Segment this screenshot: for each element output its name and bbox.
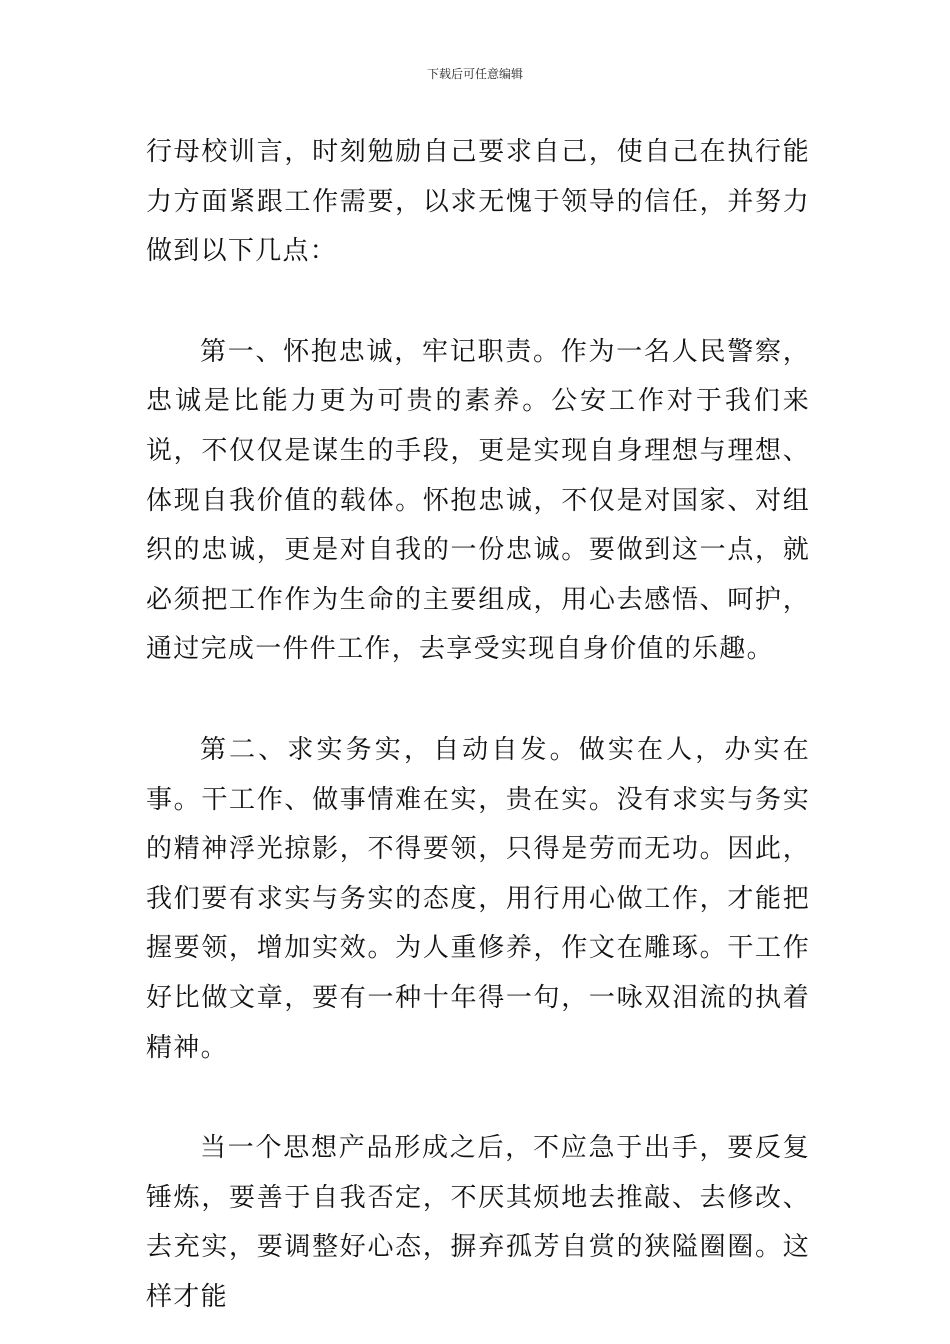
page-header: 下载后可任意编辑	[426, 67, 523, 81]
paragraph-continued: 行母校训言，时刻勉励自己要求自己，使自己在执行能力方面紧跟工作需要，以求无愧于领导的信任，并努力做到以下几点：	[146, 137, 810, 267]
paragraph-first-point: 第一、怀抱忠诚，牢记职责。作为一名人民警察，忠诚是比能力更为可贵的素养。公安工作对于我们来说，不仅仅是谋生的手段，更是实现自身理想与理想、体现自我价值的载体。怀抱忠诚，不仅是对国家、对组织的忠诚，更是对自我的一份忠诚。要做到这一点，就必须把工作作为生命的主要组成，用心去感悟、呵护，通过完成一件件工作，去享受实现自身价值的乐趣。	[146, 336, 810, 665]
paragraph-refinement: 当一个思想产品形成之后，不应急于出手，要反复锤炼，要善于自我否定，不厌其烦地去推敲、去修改、去充实，要调整好心态，摒弃孤芳自赏的狭隘圈圈。这样才能	[146, 1133, 810, 1312]
document-body	[146, 128, 810, 1322]
paragraph-second-point: 第二、求实务实，自动自发。做实在人，办实在事。干工作、做事情难在实，贵在实。没有求实与务实的精神浮光掠影，不得要领，只得是劳而无功。因此，我们要有求实与务实的态度，用行用心做工作，才能把握要领，增加实效。为人重修养，作文在雕琢。干工作好比做文章，要有一种十年得一句，一咏双泪流的执着精神。	[146, 734, 810, 1063]
